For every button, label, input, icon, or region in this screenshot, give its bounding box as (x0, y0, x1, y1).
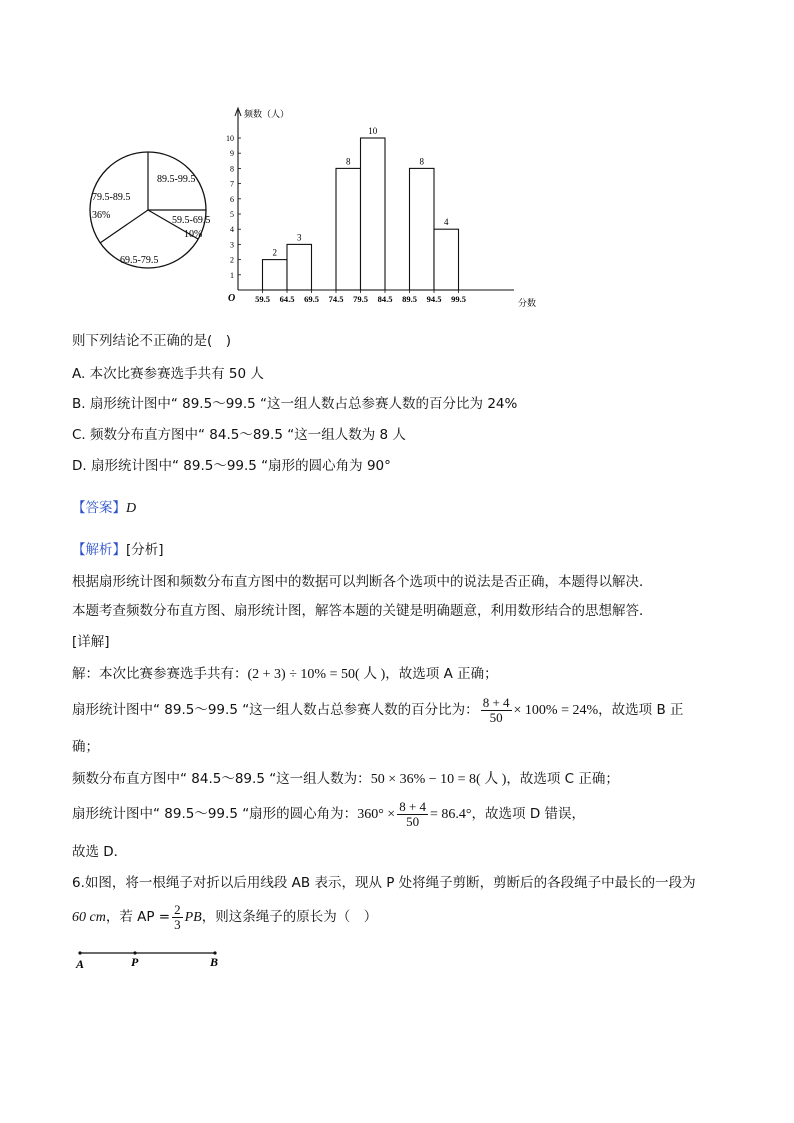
bar-value-label: 8 (346, 156, 351, 167)
histogram-bar (434, 229, 459, 290)
answer-line (72, 498, 136, 519)
s2-num: 8 + 4 (482, 694, 510, 710)
y-tick-label: 9 (230, 149, 234, 159)
q6-line-1: 6.如图，将一根绳子对折以后用线段 AB 表示，现从 P 处将绳子剪断，剪断后的各段绳子中最长的一段为 (72, 875, 696, 891)
point-b-label: B (210, 955, 219, 969)
histogram-bar (361, 138, 386, 290)
q6-tail: ，则这条绳子的原长为（ ） (201, 909, 378, 925)
bar-value-label: 3 (297, 232, 302, 243)
point-p-label: P (131, 955, 139, 969)
pie-chart (80, 130, 230, 280)
x-tick-label: 89.5 (402, 294, 417, 304)
s3-post: ，故选项 C 正确； (506, 771, 619, 787)
solution-step-3 (72, 769, 619, 790)
origin-label: O (228, 293, 236, 304)
q6-fraction (172, 903, 183, 932)
option-b: B. 扇形统计图中“ 89.5～99.5 “这一组人数占总参赛人数的百分比为 24% (72, 396, 518, 412)
y-tick-label: 1 (230, 270, 234, 280)
analysis-line-2: 本题考查频数分布直方图、扇形统计图，解答本题的关键是明确题意，利用数形结合的思想解答． (72, 603, 653, 619)
q6-den: 3 (174, 916, 181, 932)
y-axis-label: 频数（人） (244, 110, 290, 120)
x-tick-label: 84.5 (377, 294, 393, 304)
s4-fraction (397, 800, 428, 829)
q6-pb: PB (184, 910, 202, 925)
detail-label: [详解] (72, 634, 110, 650)
s4-den: 50 (406, 813, 420, 829)
point-a-label: A (76, 957, 85, 971)
analysis-label: 【解析】 (72, 542, 126, 558)
s2-den: 50 (489, 709, 503, 725)
x-tick-label: 59.5 (255, 294, 270, 304)
q6-length: 60 cm (72, 910, 106, 925)
histogram-bar (287, 244, 312, 290)
y-tick-label: 8 (230, 164, 234, 174)
pie-label-89-99: 89.5-99.5 (157, 174, 196, 185)
solution-step-2 (72, 692, 684, 729)
x-tick-label: 99.5 (451, 294, 466, 304)
s2-math: × 100% = 24% (513, 703, 599, 718)
option-d: D. 扇形统计图中“ 89.5～99.5 “扇形的圆心角为 90° (72, 458, 391, 474)
s2-post: ，故选项 B 正 (598, 702, 684, 718)
option-c: C. 频数分布直方图中“ 84.5～89.5 “这一组人数为 8 人 (72, 427, 406, 443)
s4-post: ，故选项 D 错误， (471, 806, 586, 822)
question-stem: 则下列结论不正确的是( ) (72, 333, 232, 349)
solution-step-2-cont: 确； (72, 739, 99, 755)
analysis-heading (72, 540, 164, 560)
s1-math: (2 + 3) ÷ 10% = 50( 人 ) (247, 667, 386, 682)
y-tick-label: 2 (230, 255, 234, 265)
answer-label: 【答案】 (72, 500, 126, 516)
histogram-bar (336, 168, 361, 290)
x-tick-label: 79.5 (353, 294, 368, 304)
s2-fraction (481, 696, 512, 725)
s3-pre: 频数分布直方图中“ 84.5～89.5 “这一组人数为： (72, 771, 371, 787)
analysis-line-1: 根据扇形统计图和频数分布直方图中的数据可以判断各个选项中的说法是否正确，本题得以解决． (72, 574, 653, 590)
histogram-bar (410, 168, 435, 290)
answer-value: D (126, 501, 137, 516)
y-tick-label: 4 (230, 225, 234, 235)
bar-value-label: 10 (368, 126, 378, 136)
option-a: A. 本次比赛参赛选手共有 50 人 (72, 366, 264, 382)
q6-ap: ，若 AP = (105, 909, 171, 925)
x-tick-label: 64.5 (279, 294, 295, 304)
analysis-sub-label: [分析] (126, 542, 164, 558)
bar-value-label: 8 (419, 156, 424, 167)
bar-value-label: 2 (272, 247, 277, 258)
x-axis-label: 分数 (518, 299, 537, 309)
x-tick-label: 94.5 (426, 294, 442, 304)
x-tick-label: 74.5 (328, 294, 344, 304)
bar-value-label: 4 (444, 217, 449, 228)
x-tick-label: 69.5 (304, 294, 319, 304)
solution-step-1 (72, 664, 498, 685)
s1-pre: 解：本次比赛参赛选手共有： (72, 666, 248, 682)
histogram (222, 100, 542, 315)
solution-step-4 (72, 796, 585, 833)
segment-diagram (72, 944, 232, 974)
y-tick-label: 3 (230, 240, 234, 250)
s4-math1: 360° × (357, 807, 396, 822)
histogram-bar (263, 260, 288, 290)
pie-pct-59-69: 10% (184, 229, 203, 240)
s4-math2: = 86.4° (430, 807, 472, 822)
s4-num: 8 + 4 (399, 798, 427, 814)
q6-num: 2 (174, 901, 181, 917)
y-tick-label: 5 (230, 210, 234, 219)
pie-label-69-79: 69.5-79.5 (120, 255, 159, 266)
q6-line-2 (72, 899, 377, 936)
y-tick-label: 6 (230, 194, 234, 204)
pie-label-79-89: 79.5-89.5 (92, 192, 131, 203)
s1-post: ，故选项 A 正确； (385, 666, 498, 682)
y-tick-label: 7 (230, 179, 234, 189)
conclusion: 故选 D． (72, 844, 128, 860)
s3-math: 50 × 36% − 10 = 8( 人 ) (370, 772, 507, 787)
y-tick-label: 10 (226, 134, 234, 143)
s2-pre: 扇形统计图中“ 89.5～99.5 “这一组人数占总参赛人数的百分比为： (72, 702, 479, 718)
s4-pre: 扇形统计图中“ 89.5～99.5 “扇形的圆心角为： (72, 806, 358, 822)
pie-pct-79-89: 36% (92, 210, 111, 221)
pie-label-59-69: 59.5-69.5 (172, 215, 211, 226)
